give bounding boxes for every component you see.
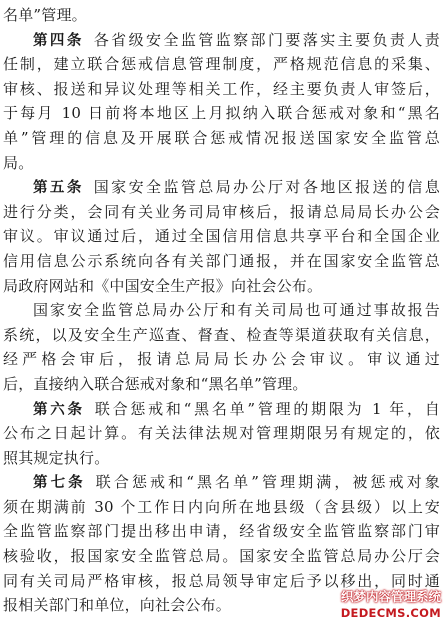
watermark-domain: DEDECMS.COM	[340, 606, 441, 620]
text-line: 核验收，报国家安全监管总局。国家安全监管总局办公厅会	[3, 547, 440, 566]
text-line: 公布之日起计算。有关法律法规对管理期限另有规定的，依	[3, 424, 440, 443]
text-line: 局。	[3, 153, 34, 172]
text-line: 信用信息公示系统向各有关部门通报，并在国家安全监管总	[3, 251, 440, 270]
article-5-heading: 第五条	[33, 180, 84, 197]
text-line: 审议。审议通过后，通过全国信用信息共享平台和全国企业	[3, 227, 440, 246]
text-line: 任制，建立联合惩戒信息管理制度，严格规范信息的采集、	[3, 55, 440, 74]
text-line: 局政府网站和《中国安全生产报》向社会公布。	[3, 276, 323, 295]
article-4-line	[3, 28, 440, 53]
text-line: 后，直接纳入联合惩戒对象和“黑名单”管理。	[3, 374, 308, 393]
text-line: 进行分类，会同有关业务司局审核后，报请总局局长办公会	[3, 202, 440, 221]
article-6-heading: 第六条	[33, 401, 85, 418]
watermark-title: 织梦内容管理系统	[340, 589, 441, 604]
text-line: 单”管理的信息及开展联合惩戒情况报送国家安全监管总	[3, 128, 440, 147]
text-line: 全监管监察部门提出移出申请，经省级安全监管监察部门审	[3, 522, 440, 541]
text-line: 须在期满前 30 个工作日内向所在地县级（含县级）以上安	[3, 497, 440, 516]
article-5-line	[3, 175, 440, 200]
text-line: 照其规定执行。	[3, 448, 110, 467]
text-line: 联合惩戒和“黑名单”管理期满，被惩戒对象	[95, 473, 440, 492]
text-line: 系统，以及安全生产巡查、督查、检查等渠道获取有关信息，	[3, 325, 440, 344]
text-line: 报相关部门和单位，向社会公布。	[3, 596, 232, 615]
text-line: 经严格会审后，报请总局局长办公会审议。审议通过	[3, 350, 440, 369]
text-line: 联合惩戒和“黑名单”管理的期限为 1 年，自	[94, 399, 440, 418]
text-line: 各省级安全监管监察部门要落实主要负责人责	[93, 30, 440, 49]
article-7-heading: 第七条	[33, 475, 86, 492]
article-6-line	[3, 397, 440, 422]
article-7-line	[3, 470, 440, 495]
text-line: 同有关司局严格审核，报总局领导审定后予以移出，同时通	[3, 571, 440, 590]
text-line: 国家安全监管总局办公厅和有关司局也可通过事故报告	[33, 301, 440, 320]
text-line: 于每月 10 日前将本地区上月拟纳入联合惩戒对象和“黑名	[3, 104, 440, 123]
document-body	[3, 3, 440, 618]
article-4-heading: 第四条	[33, 32, 84, 49]
text-line: 国家安全监管总局办公厅对各地区报送的信息	[93, 178, 440, 197]
text-line: 名单”管理。	[3, 6, 87, 24]
text-line: 审核、报送和异议处理等相关工作，经主要负责人审签后，	[3, 79, 440, 98]
